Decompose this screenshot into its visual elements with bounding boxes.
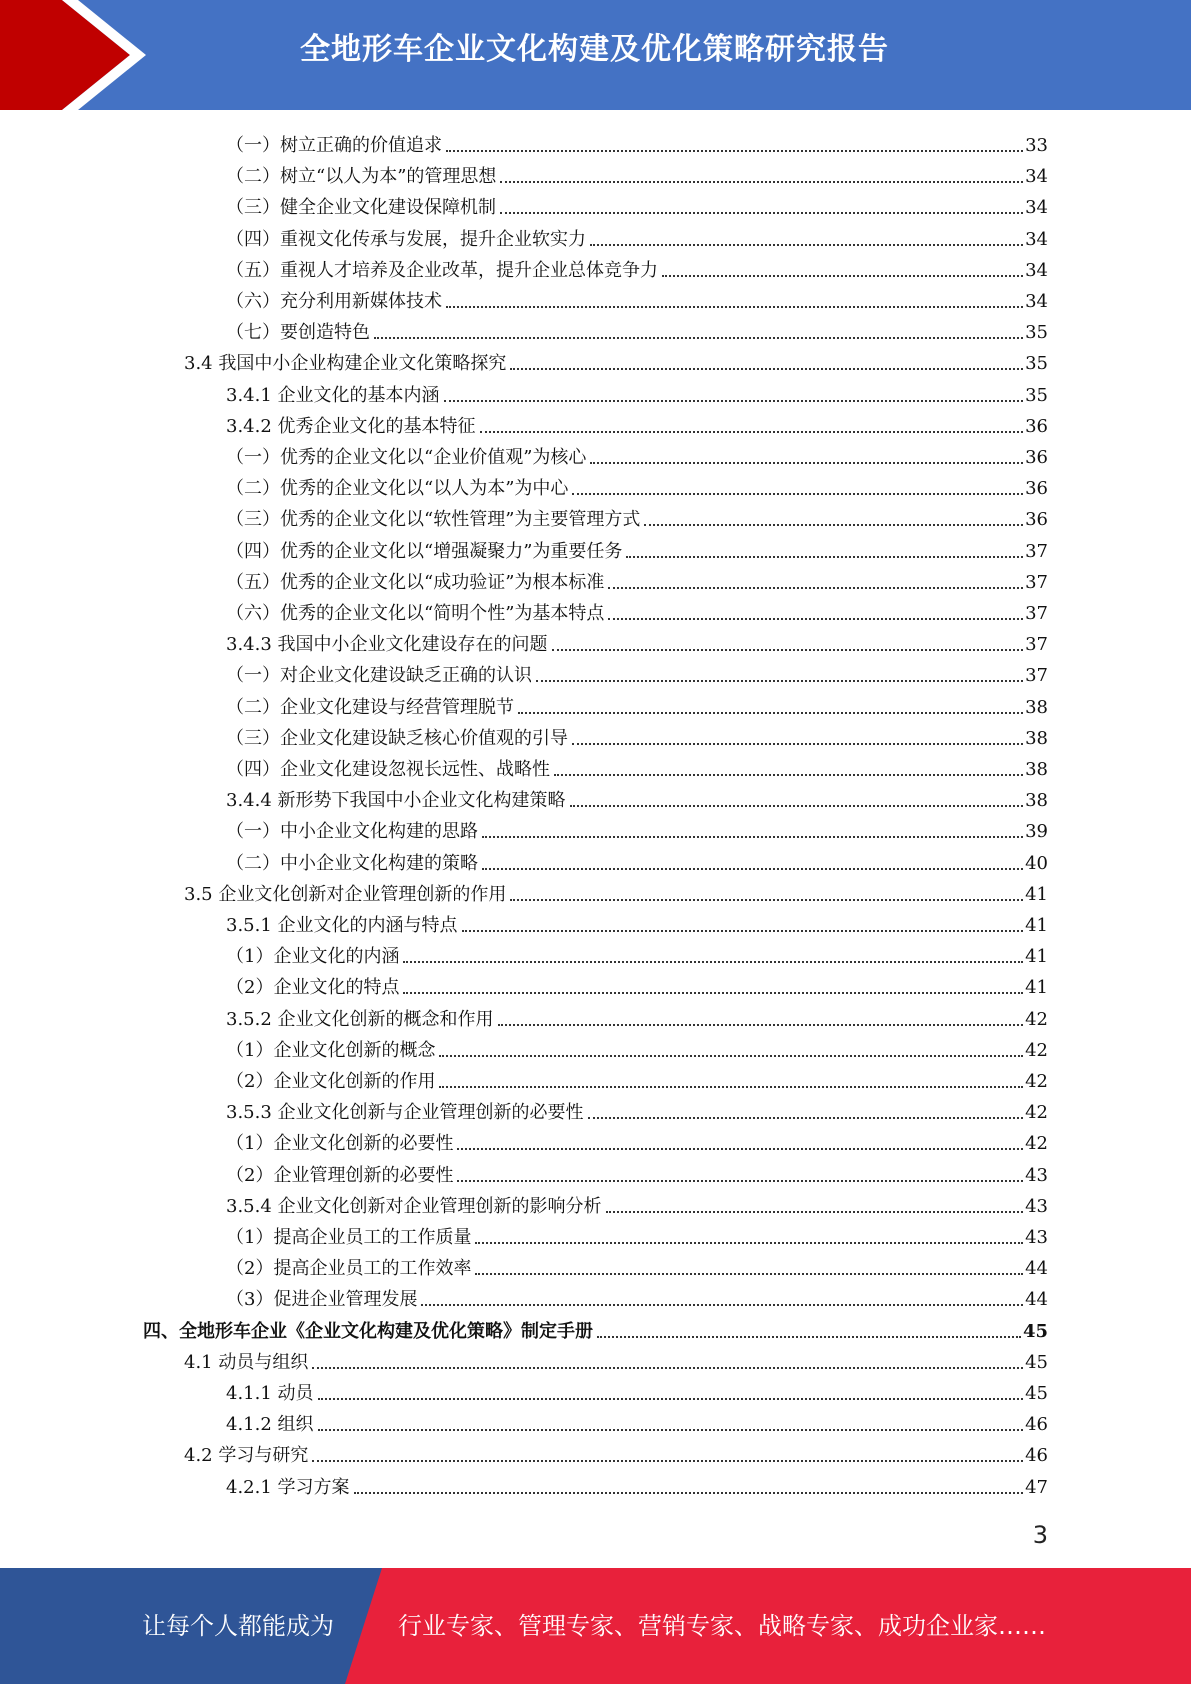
toc-entry-page: 42 <box>1025 1133 1048 1155</box>
toc-leader-dots <box>403 960 1023 963</box>
toc-leader-dots <box>572 492 1023 495</box>
toc-entry-page: 34 <box>1025 259 1048 281</box>
toc-entry-title: 3.5.2 企业文化创新的概念和作用 <box>226 1008 494 1030</box>
toc-leader-dots <box>354 1491 1024 1494</box>
toc-entry-page: 42 <box>1025 1102 1048 1124</box>
toc-entry-title: 4.1.2 组织 <box>226 1414 314 1436</box>
toc-entry[interactable] <box>226 1063 1048 1094</box>
toc-entry[interactable] <box>226 283 1048 314</box>
toc-entry[interactable] <box>226 1032 1048 1063</box>
toc-entry-title: （七）要创造特色 <box>226 322 370 344</box>
toc-entry-title: （四）重视文化传承与发展，提升企业软实力 <box>226 228 586 250</box>
toc-leader-dots <box>644 523 1023 526</box>
footer-slogan-left: 让每个人都能成为 <box>142 1612 334 1640</box>
toc-entry-page: 41 <box>1025 883 1048 905</box>
toc-entry-page: 37 <box>1025 665 1048 687</box>
toc-entry-page: 34 <box>1025 291 1048 312</box>
toc-entry-page: 37 <box>1025 540 1048 562</box>
toc-leader-dots <box>662 274 1023 277</box>
toc-entry-page: 46 <box>1025 1414 1048 1436</box>
toc-leader-dots <box>570 804 1024 807</box>
toc-leader-dots <box>439 1085 1023 1088</box>
header-red-chevron <box>0 0 130 110</box>
toc-entry-page: 37 <box>1025 603 1048 624</box>
toc-leader-dots <box>552 648 1024 651</box>
toc-entry-title: （3）促进企业管理发展 <box>226 1289 418 1311</box>
toc-entry[interactable] <box>184 1344 1048 1375</box>
toc-entry[interactable] <box>226 189 1048 220</box>
toc-entry-page: 35 <box>1025 353 1048 375</box>
toc-entry-title: （1）企业文化创新的概念 <box>226 1039 436 1061</box>
toc-leader-dots <box>480 430 1024 433</box>
toc-entry-title: （1）企业文化的内涵 <box>226 946 400 968</box>
toc-entry[interactable] <box>226 689 1048 720</box>
toc-entry[interactable] <box>226 720 1048 751</box>
toc-leader-dots <box>500 211 1023 214</box>
toc-entry-page: 47 <box>1025 1476 1048 1498</box>
toc-entry[interactable] <box>226 1125 1048 1156</box>
toc-entry-page: 38 <box>1025 727 1048 749</box>
toc-entry-title: （四）企业文化建设忽视长远性、战略性 <box>226 759 550 780</box>
toc-entry[interactable] <box>226 845 1048 876</box>
toc-entry-page: 42 <box>1025 1071 1048 1092</box>
toc-entry-page: 45 <box>1025 1383 1048 1404</box>
toc-entry-title: 4.1.1 动员 <box>226 1383 314 1404</box>
toc-entry-title: 4.1 动员与组织 <box>184 1351 309 1373</box>
toc-entry-page: 34 <box>1025 228 1048 250</box>
toc-entry-page: 39 <box>1025 821 1048 843</box>
toc-entry-page: 43 <box>1025 1195 1048 1217</box>
toc-leader-dots <box>510 898 1023 901</box>
toc-entry-page: 42 <box>1025 1039 1048 1061</box>
toc-entry[interactable] <box>226 1281 1048 1312</box>
toc-entry[interactable] <box>226 657 1048 688</box>
toc-entry-page: 34 <box>1025 166 1048 188</box>
toc-entry[interactable] <box>226 564 1048 595</box>
toc-entry-title: 3.4.1 企业文化的基本内涵 <box>226 384 440 406</box>
toc-entry-title: 3.4.3 我国中小企业文化建设存在的问题 <box>226 634 548 656</box>
toc-entry[interactable] <box>226 782 1048 813</box>
toc-entry-title: （二）树立“以人为本”的管理思想 <box>226 166 497 188</box>
toc-entry-title: （三）健全企业文化建设保障机制 <box>226 197 496 219</box>
toc-entry-title: （2）企业文化创新的作用 <box>226 1071 436 1092</box>
toc-leader-dots <box>482 867 1023 870</box>
toc-entry-page: 42 <box>1025 1008 1048 1030</box>
toc-entry-title: （二）优秀的企业文化以“以人为本”为中心 <box>226 478 569 500</box>
toc-entry-title: （2）提高企业员工的工作效率 <box>226 1258 472 1280</box>
toc-leader-dots <box>498 1023 1024 1026</box>
toc-leader-dots <box>536 679 1023 682</box>
toc-entry[interactable] <box>226 1250 1048 1281</box>
toc-entry[interactable] <box>226 1094 1048 1125</box>
toc-entry-title: 4.2 学习与研究 <box>184 1445 309 1467</box>
toc-entry-page: 35 <box>1025 384 1048 406</box>
toc-entry-title: （五）优秀的企业文化以“成功验证”为根本标准 <box>226 571 605 593</box>
toc-entry-title: （二）中小企业文化构建的策略 <box>226 852 478 874</box>
toc-entry-page: 41 <box>1025 977 1048 999</box>
toc-entry[interactable] <box>226 907 1048 938</box>
toc-entry-title: （六）充分利用新媒体技术 <box>226 291 442 312</box>
toc-leader-dots <box>475 1241 1023 1244</box>
toc-entry-title: （1）企业文化创新的必要性 <box>226 1133 454 1155</box>
toc-entry[interactable] <box>226 1469 1048 1500</box>
toc-entry-page: 44 <box>1025 1289 1048 1311</box>
toc-leader-dots <box>312 1366 1023 1369</box>
toc-entry[interactable] <box>226 938 1048 969</box>
toc-entry[interactable] <box>184 876 1048 907</box>
toc-entry-page: 43 <box>1025 1227 1048 1248</box>
toc-leader-dots <box>626 555 1023 558</box>
toc-entry-title: （2）企业管理创新的必要性 <box>226 1164 454 1186</box>
toc-entry-title: 四、全地形车企业《企业文化构建及优化策略》制定手册 <box>143 1320 593 1342</box>
toc-leader-dots <box>572 742 1023 745</box>
toc-entry-page: 33 <box>1025 135 1048 156</box>
toc-leader-dots <box>446 149 1023 152</box>
toc-entry[interactable] <box>226 377 1048 408</box>
toc-entry-page: 43 <box>1025 1164 1048 1186</box>
toc-entry[interactable] <box>226 439 1048 470</box>
toc-leader-dots <box>374 336 1023 339</box>
toc-entry[interactable] <box>226 408 1048 439</box>
toc-entry-title: 3.4.4 新形势下我国中小企业文化构建策略 <box>226 790 566 812</box>
toc-entry-page: 34 <box>1025 197 1048 219</box>
toc-entry-page: 38 <box>1025 790 1048 812</box>
toc-entry[interactable] <box>226 626 1048 657</box>
toc-entry-page: 46 <box>1025 1445 1048 1467</box>
toc-entry[interactable] <box>226 501 1048 532</box>
toc-entry-title: （一）中小企业文化构建的思路 <box>226 821 478 843</box>
page-header <box>0 0 1191 110</box>
toc-entry-title: （一）树立正确的价值追求 <box>226 135 442 156</box>
page-number: 3 <box>1032 1521 1048 1549</box>
toc-entry-title: 3.4 我国中小企业构建企业文化策略探究 <box>184 353 507 375</box>
toc-entry-page: 41 <box>1025 915 1048 936</box>
toc-entry[interactable] <box>184 345 1048 376</box>
toc-entry[interactable] <box>226 221 1048 252</box>
toc-leader-dots <box>318 1428 1024 1431</box>
toc-leader-dots <box>462 929 1024 932</box>
header-title: 全地形车企业文化构建及优化策略研究报告 <box>300 32 889 67</box>
toc-entry-title: 3.5 企业文化创新对企业管理创新的作用 <box>184 883 507 905</box>
footer-slogan-right: 行业专家、管理专家、营销专家、战略专家、成功企业家…… <box>398 1612 1046 1640</box>
toc-entry-title: （2）企业文化的特点 <box>226 977 400 999</box>
toc-entry[interactable] <box>226 1406 1048 1437</box>
toc-entry[interactable] <box>226 158 1048 189</box>
toc-entry-page: 37 <box>1025 571 1048 593</box>
toc-entry-title: （1）提高企业员工的工作质量 <box>226 1227 472 1248</box>
toc-entry-page: 36 <box>1025 415 1048 437</box>
toc-leader-dots <box>421 1303 1023 1306</box>
toc-entry-title: （二）企业文化建设与经营管理脱节 <box>226 696 514 718</box>
toc-entry-title: 3.5.1 企业文化的内涵与特点 <box>226 915 458 936</box>
toc-entry[interactable] <box>226 1375 1048 1406</box>
toc-entry-title: （四）优秀的企业文化以“增强凝聚力”为重要任务 <box>226 540 623 562</box>
toc-leader-dots <box>482 835 1023 838</box>
toc-entry-page: 36 <box>1025 509 1048 531</box>
toc-entry-title: （六）优秀的企业文化以“简明个性”为基本特点 <box>226 603 605 624</box>
toc-entry[interactable] <box>143 1313 1048 1344</box>
toc-entry-page: 45 <box>1022 1320 1048 1342</box>
toc-leader-dots <box>597 1335 1021 1338</box>
toc-entry-page: 41 <box>1025 946 1048 968</box>
toc-leader-dots <box>590 461 1023 464</box>
toc-leader-dots <box>510 367 1023 370</box>
toc-leader-dots <box>554 773 1023 776</box>
toc-leader-dots <box>312 1459 1023 1462</box>
toc-entry-page: 40 <box>1025 852 1048 874</box>
toc-entry-title: （三）优秀的企业文化以“软性管理”为主要管理方式 <box>226 509 641 531</box>
toc-leader-dots <box>475 1272 1023 1275</box>
toc-entry[interactable] <box>226 314 1048 345</box>
toc-entry-title: 3.5.4 企业文化创新对企业管理创新的影响分析 <box>226 1195 602 1217</box>
toc-entry[interactable] <box>226 751 1048 782</box>
toc-entry[interactable] <box>226 595 1048 626</box>
toc-leader-dots <box>588 1116 1024 1119</box>
toc-entry-title: 4.2.1 学习方案 <box>226 1476 350 1498</box>
toc-entry-title: （三）企业文化建设缺乏核心价值观的引导 <box>226 727 568 749</box>
toc-leader-dots <box>444 399 1024 402</box>
toc-entry-page: 45 <box>1025 1351 1048 1373</box>
toc-entry-title: 3.5.3 企业文化创新与企业管理创新的必要性 <box>226 1102 584 1124</box>
toc-entry[interactable] <box>226 1219 1048 1250</box>
toc-leader-dots <box>500 180 1023 183</box>
toc-leader-dots <box>318 1397 1024 1400</box>
toc-entry-page: 35 <box>1025 322 1048 344</box>
toc-entry-title: （五）重视人才培养及企业改革，提升企业总体竞争力 <box>226 259 658 281</box>
toc-entry-title: （一）优秀的企业文化以“企业价值观”为核心 <box>226 447 587 468</box>
toc-entry-page: 36 <box>1025 478 1048 500</box>
toc-leader-dots <box>606 1210 1024 1213</box>
toc-leader-dots <box>403 991 1023 994</box>
toc-leader-dots <box>608 617 1023 620</box>
toc-entry[interactable] <box>226 813 1048 844</box>
toc-entry[interactable] <box>226 252 1048 283</box>
toc-entry[interactable] <box>184 1437 1048 1468</box>
toc-entry[interactable] <box>226 1188 1048 1219</box>
toc-entry[interactable] <box>226 1157 1048 1188</box>
toc-leader-dots <box>457 1147 1023 1150</box>
toc-leader-dots <box>439 1054 1023 1057</box>
toc-leader-dots <box>608 586 1023 589</box>
toc-leader-dots <box>446 305 1023 308</box>
toc-entry-page: 37 <box>1025 634 1048 656</box>
toc-entry[interactable] <box>226 1001 1048 1032</box>
toc-leader-dots <box>518 711 1023 714</box>
toc-entry[interactable] <box>226 470 1048 501</box>
page-footer <box>0 1568 1191 1684</box>
toc-entry-page: 38 <box>1025 759 1048 780</box>
toc-entry[interactable] <box>226 969 1048 1000</box>
toc-entry-title: （一）对企业文化建设缺乏正确的认识 <box>226 665 532 687</box>
toc-entry[interactable] <box>226 533 1048 564</box>
toc-entry[interactable] <box>226 127 1048 158</box>
toc-entry-title: 3.4.2 优秀企业文化的基本特征 <box>226 415 476 437</box>
toc-entry-page: 36 <box>1025 447 1048 468</box>
toc-leader-dots <box>457 1179 1023 1182</box>
toc-leader-dots <box>590 243 1023 246</box>
toc-entry-page: 44 <box>1025 1258 1048 1280</box>
toc-entry-page: 38 <box>1025 696 1048 718</box>
